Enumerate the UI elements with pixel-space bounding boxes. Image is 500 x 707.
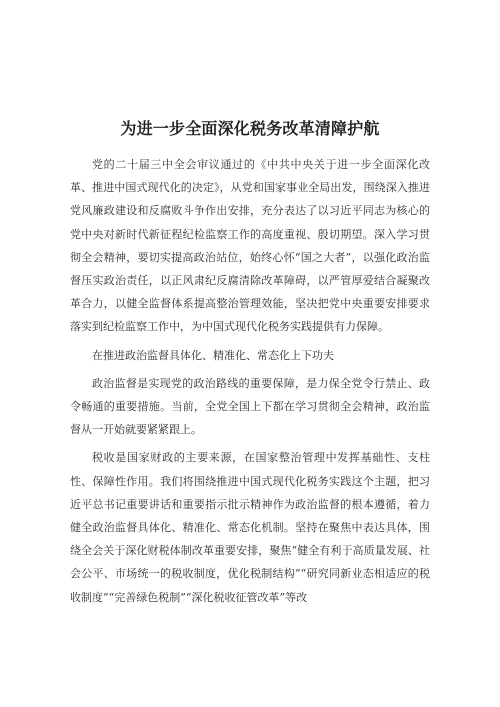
section-heading: 在推进政治监督具体化、精准化、常态化上下功夫 xyxy=(92,348,334,362)
body-paragraph-2: 政治监督是实现党的政治路线的重要保障，是力保全党令行禁止、政令畅通的重要措施。当前，全党全国上下都在学习贯彻全会精神，政治监督从一开始就要紧紧跟上。 xyxy=(70,376,430,437)
document-title: 为进一步全面深化税务改革清障护航 xyxy=(120,119,380,138)
body-paragraph-1: 党的二十届三中全会审议通过的《中共中央关于进一步全面深化改革、推进中国式现代化的决定》，从党和国家事业全局出发，围绕深入推进党风廉政建设和反腐败斗争作出安排，充分表达了以习近平同志为核心的党中央对新时代新征程纪检监察工作的高度重视、殷切期望。深入学习贯彻全会精神，要切实提高政治站位，始终心怀“国之大者”，以强化政治监督压实政治责任，以正风肃纪反腐清除改革障碍，以严管厚爱结合凝聚改革合力，以健全监督体系提高整治管理效能，坚决把党中央重要安排要求落实到纪检监察工作中，为中国式现代化税务实践提供有力保障。 xyxy=(70,158,430,334)
body-paragraph-3: 税收是国家财政的主要来源，在国家整治管理中发挥基础性、支柱性、保障性作用。我们将围绕推进中国式现代化税务实践这个主题，把习近平总书记重要讲话和重要指示批示精神作为政治监督的根本遵循，着力健全政治监督具体化、精准化、常态化机制。坚持在聚焦中表达具体，围绕全会关于深化财税体制改革重要安排，聚焦“健全有利于高质量发展、社会公平、市场统一的税收制度，优化税制结构”“研究同新业态相适应的税收制度”“完善绿色税制”“深化税收征管改革”等改 xyxy=(70,451,430,604)
